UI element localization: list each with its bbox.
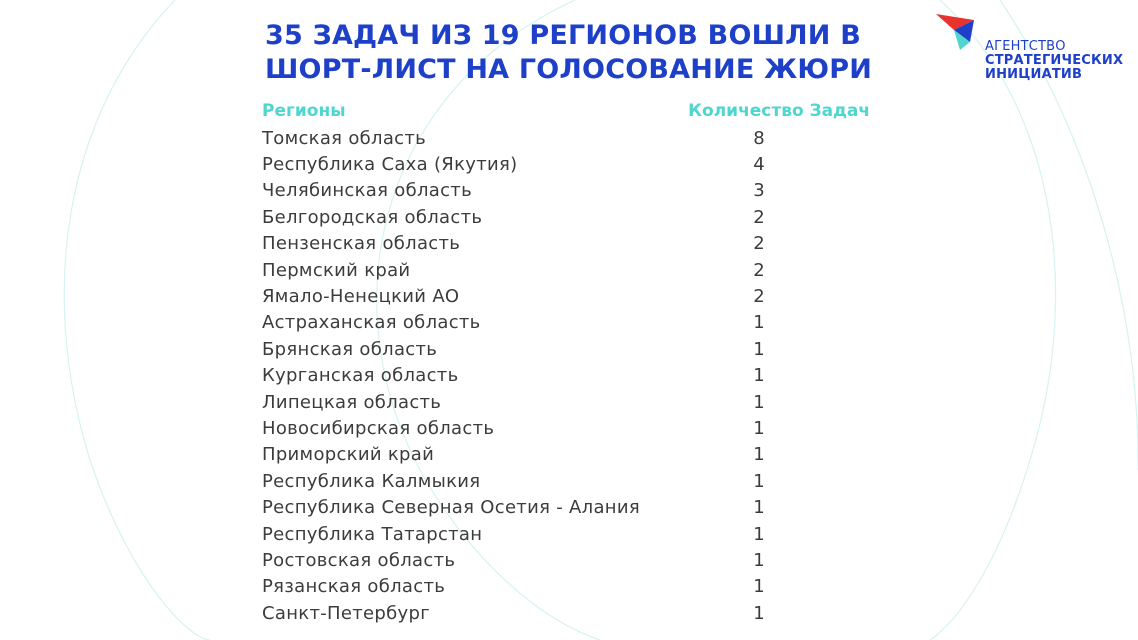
region-name: Ростовская область bbox=[262, 549, 456, 571]
table-row bbox=[262, 468, 902, 494]
task-count: 2 bbox=[753, 233, 765, 255]
task-count: 2 bbox=[753, 286, 765, 308]
logo-line-3: ИНИЦИАТИВ bbox=[985, 67, 1083, 82]
header-regions: Регионы bbox=[262, 101, 346, 121]
region-name: Томская область bbox=[262, 127, 427, 149]
task-count: 1 bbox=[753, 312, 765, 334]
agency-logo bbox=[930, 10, 1130, 90]
region-name: Республика Татарстан bbox=[262, 523, 483, 545]
task-count: 8 bbox=[753, 127, 765, 149]
table-row bbox=[262, 310, 902, 336]
task-count: 2 bbox=[753, 206, 765, 228]
table-row bbox=[262, 415, 902, 441]
logo-text bbox=[985, 40, 1123, 82]
task-count: 1 bbox=[753, 470, 765, 492]
title-line-2: ШОРТ-ЛИСТ НА ГОЛОСОВАНИЕ ЖЮРИ bbox=[265, 54, 873, 85]
task-count: 1 bbox=[753, 391, 765, 413]
task-count: 1 bbox=[753, 602, 765, 624]
region-name: Брянская область bbox=[262, 338, 438, 360]
table-row bbox=[262, 547, 902, 573]
table-header bbox=[262, 97, 902, 125]
table-body bbox=[262, 125, 902, 626]
task-count: 1 bbox=[753, 365, 765, 387]
title-line-1: 35 ЗАДАЧ ИЗ 19 РЕГИОНОВ ВОШЛИ В bbox=[265, 20, 861, 51]
region-name: Пензенская область bbox=[262, 233, 461, 255]
table-row bbox=[262, 442, 902, 468]
table-row bbox=[262, 204, 902, 230]
task-count: 1 bbox=[753, 576, 765, 598]
region-name: Курганская область bbox=[262, 365, 459, 387]
table-row bbox=[262, 389, 902, 415]
table-row bbox=[262, 574, 902, 600]
table-row bbox=[262, 336, 902, 362]
page-title bbox=[265, 19, 905, 87]
region-name: Республика Калмыкия bbox=[262, 470, 481, 492]
table-row bbox=[262, 151, 902, 177]
table-row bbox=[262, 494, 902, 520]
table-row bbox=[262, 257, 902, 283]
logo-line-1: АГЕНТСТВО bbox=[985, 39, 1066, 54]
task-count: 1 bbox=[753, 417, 765, 439]
region-name: Белгородская область bbox=[262, 206, 483, 228]
table-row bbox=[262, 283, 902, 309]
task-count: 1 bbox=[753, 497, 765, 519]
task-count: 3 bbox=[753, 180, 765, 202]
region-name: Республика Северная Осетия - Алания bbox=[262, 497, 641, 519]
regions-table bbox=[262, 97, 902, 626]
region-name: Челябинская область bbox=[262, 180, 473, 202]
region-name: Республика Саха (Якутия) bbox=[262, 154, 518, 176]
task-count: 1 bbox=[753, 338, 765, 360]
table-row bbox=[262, 600, 902, 626]
logo-mark-icon bbox=[934, 12, 990, 56]
region-name: Новосибирская область bbox=[262, 417, 495, 439]
task-count: 2 bbox=[753, 259, 765, 281]
table-row bbox=[262, 125, 902, 151]
task-count: 4 bbox=[753, 154, 765, 176]
task-count: 1 bbox=[753, 523, 765, 545]
region-name: Пермский край bbox=[262, 259, 411, 281]
region-name: Ямало-Ненецкий АО bbox=[262, 286, 460, 308]
table-row bbox=[262, 363, 902, 389]
region-name: Санкт-Петербург bbox=[262, 602, 430, 624]
table-row bbox=[262, 521, 902, 547]
logo-line-2: СТРАТЕГИЧЕСКИХ bbox=[985, 53, 1124, 68]
region-name: Астраханская область bbox=[262, 312, 481, 334]
region-name: Приморский край bbox=[262, 444, 435, 466]
task-count: 1 bbox=[753, 444, 765, 466]
header-task-count: Количество Задач bbox=[688, 101, 870, 121]
task-count: 1 bbox=[753, 549, 765, 571]
region-name: Рязанская область bbox=[262, 576, 446, 598]
region-name: Липецкая область bbox=[262, 391, 442, 413]
table-row bbox=[262, 231, 902, 257]
table-row bbox=[262, 178, 902, 204]
